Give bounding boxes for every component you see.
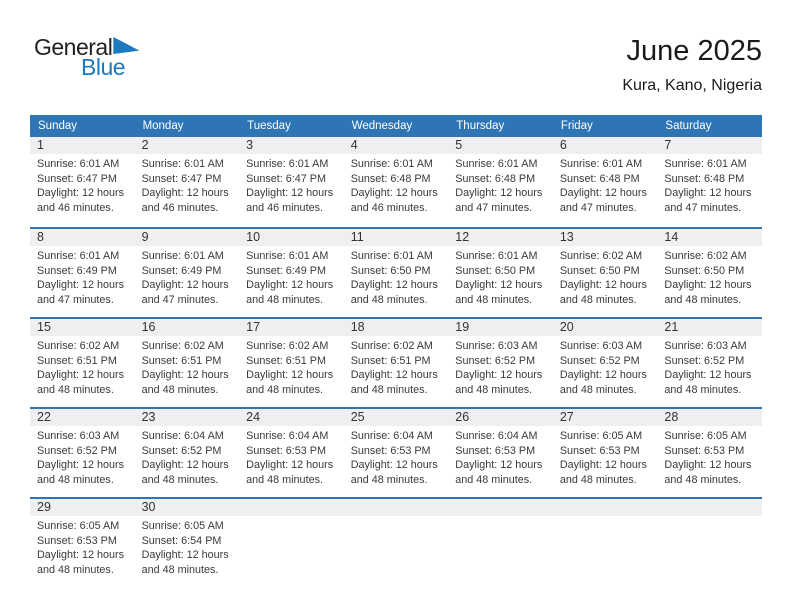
day-sun-info (344, 154, 449, 215)
sun-info-line: Sunset: 6:47 PM (246, 172, 326, 185)
day-sun-info (239, 336, 344, 397)
day-cell-11 (344, 229, 449, 317)
sun-info-line: and 47 minutes. (664, 201, 742, 214)
sun-info-line: Sunrise: 6:01 AM (350, 158, 433, 170)
day-number: 25 (344, 409, 449, 426)
weekday-wednesday: Wednesday (351, 120, 413, 132)
day-number: 17 (239, 319, 344, 336)
sun-info-line: and 48 minutes. (246, 383, 323, 396)
day-number: 27 (553, 409, 658, 426)
day-cell-16 (135, 319, 240, 407)
sun-info-line: Sunset: 6:48 PM (455, 172, 536, 185)
sun-info-line: Daylight: 12 hours (559, 279, 647, 292)
sun-info-line: Daylight: 12 hours (37, 549, 125, 562)
sun-info-line: Sunset: 6:53 PM (559, 444, 640, 457)
sun-info-line: Daylight: 12 hours (141, 187, 229, 200)
day-number: 30 (135, 499, 240, 516)
week-row-1 (30, 137, 762, 227)
day-number (239, 499, 344, 516)
day-number: 19 (448, 319, 553, 336)
week-row-3 (30, 317, 762, 407)
sun-info-line: and 48 minutes. (246, 473, 323, 486)
sun-info-line: Sunrise: 6:01 AM (664, 158, 747, 170)
day-sun-info (553, 336, 658, 397)
day-number (344, 499, 449, 516)
day-cell-4 (344, 137, 449, 227)
day-cell-empty (553, 499, 658, 587)
logo-text-general: General (34, 34, 113, 60)
sun-info-line: Daylight: 12 hours (350, 459, 438, 472)
sun-info-line: Sunrise: 6:04 AM (246, 430, 329, 442)
sun-info-line: and 48 minutes. (664, 473, 742, 486)
sun-info-line: Sunset: 6:51 PM (37, 354, 117, 367)
day-number: 23 (135, 409, 240, 426)
day-cell-17 (239, 319, 344, 407)
day-sun-info (30, 426, 135, 487)
sun-info-line: Daylight: 12 hours (455, 279, 543, 292)
day-sun-info (344, 246, 449, 307)
day-sun-info (30, 246, 135, 307)
sun-info-line: Sunrise: 6:05 AM (141, 520, 224, 532)
month-title: June 2025 (626, 35, 762, 67)
day-number: 28 (657, 409, 762, 426)
title-block (622, 36, 762, 95)
weekday-saturday: Saturday (665, 120, 712, 132)
logo-triangle-icon (113, 37, 139, 54)
week-row-4 (30, 407, 762, 497)
sun-info-line: Daylight: 12 hours (455, 459, 543, 472)
weekday-sunday: Sunday (38, 120, 78, 132)
day-number: 18 (344, 319, 449, 336)
sun-info-line: Sunrise: 6:05 AM (664, 430, 747, 442)
day-sun-info (448, 426, 553, 487)
sun-info-line: and 46 minutes. (350, 201, 428, 214)
sun-info-line: and 47 minutes. (455, 201, 533, 214)
day-number: 3 (239, 137, 344, 154)
sun-info-line: and 48 minutes. (559, 293, 637, 306)
day-cell-29 (30, 499, 135, 587)
day-cell-27 (553, 409, 658, 497)
day-number: 16 (135, 319, 240, 336)
sun-info-line: Sunset: 6:51 PM (246, 354, 326, 367)
sun-info-line: Sunrise: 6:01 AM (141, 158, 224, 170)
sun-info-line: Sunrise: 6:03 AM (559, 340, 643, 352)
day-cell-empty (448, 499, 553, 587)
sun-info-line: Sunset: 6:51 PM (141, 354, 222, 367)
page-header (30, 0, 762, 102)
sun-info-line: Sunrise: 6:01 AM (141, 250, 224, 262)
sun-info-line: Sunset: 6:52 PM (37, 444, 117, 457)
sun-info-line: Sunset: 6:52 PM (141, 444, 222, 457)
day-sun-info (30, 336, 135, 397)
sun-info-line: Daylight: 12 hours (664, 279, 752, 292)
sun-info-line: Sunrise: 6:01 AM (455, 158, 538, 170)
sun-info-line: Sunrise: 6:01 AM (246, 158, 329, 170)
sun-info-line: Daylight: 12 hours (37, 369, 125, 382)
sun-info-line: Daylight: 12 hours (559, 187, 647, 200)
weekday-tuesday: Tuesday (247, 120, 291, 132)
sun-info-line: Sunset: 6:47 PM (37, 172, 117, 185)
day-sun-info (135, 246, 240, 307)
calendar-table (30, 115, 762, 587)
sun-info-line: Sunset: 6:52 PM (455, 354, 536, 367)
sun-info-line: Daylight: 12 hours (37, 459, 125, 472)
day-number: 5 (448, 137, 553, 154)
sun-info-line: Sunrise: 6:01 AM (350, 250, 433, 262)
sun-info-line: Sunrise: 6:03 AM (455, 340, 538, 352)
sun-info-line: and 48 minutes. (141, 563, 219, 576)
day-cell-3 (239, 137, 344, 227)
day-cell-23 (135, 409, 240, 497)
sun-info-line: Sunrise: 6:01 AM (559, 158, 643, 170)
sun-info-line: Daylight: 12 hours (350, 279, 438, 292)
day-number: 7 (657, 137, 762, 154)
day-cell-18 (344, 319, 449, 407)
sun-info-line: Sunrise: 6:01 AM (37, 250, 120, 262)
sun-info-line: Sunset: 6:48 PM (559, 172, 640, 185)
weekday-header-row (30, 115, 762, 137)
day-number: 11 (344, 229, 449, 246)
day-number: 2 (135, 137, 240, 154)
sun-info-line: Daylight: 12 hours (455, 369, 543, 382)
sun-info-line: and 48 minutes. (664, 293, 742, 306)
sun-info-line: Sunrise: 6:02 AM (37, 340, 120, 352)
day-cell-24 (239, 409, 344, 497)
sun-info-line: Daylight: 12 hours (37, 279, 125, 292)
day-sun-info (657, 426, 762, 487)
day-number: 21 (657, 319, 762, 336)
calendar-body (30, 137, 762, 587)
sun-info-line: and 46 minutes. (246, 201, 323, 214)
sun-info-line: Sunset: 6:53 PM (350, 444, 431, 457)
day-cell-empty (239, 499, 344, 587)
sun-info-line: and 48 minutes. (350, 473, 428, 486)
sun-info-line: Sunset: 6:50 PM (350, 264, 431, 277)
sun-info-line: Daylight: 12 hours (246, 369, 334, 382)
day-sun-info (448, 154, 553, 215)
sun-info-line: Daylight: 12 hours (246, 187, 334, 200)
sun-info-line: Sunset: 6:52 PM (559, 354, 640, 367)
day-number: 26 (448, 409, 553, 426)
sun-info-line: Sunset: 6:50 PM (664, 264, 745, 277)
sun-info-line: Daylight: 12 hours (350, 187, 438, 200)
day-cell-1 (30, 137, 135, 227)
sun-info-line: and 48 minutes. (141, 383, 219, 396)
sun-info-line: Sunset: 6:50 PM (455, 264, 536, 277)
day-cell-14 (657, 229, 762, 317)
sun-info-line: Sunrise: 6:04 AM (141, 430, 224, 442)
weekday-thursday: Thursday (456, 120, 505, 132)
sun-info-line: Daylight: 12 hours (141, 549, 229, 562)
sun-info-line: Sunrise: 6:02 AM (559, 250, 643, 262)
sun-info-line: Daylight: 12 hours (559, 459, 647, 472)
day-number (553, 499, 658, 516)
logo-text-blue: Blue (81, 54, 126, 80)
sun-info-line: Sunrise: 6:04 AM (455, 430, 538, 442)
day-cell-9 (135, 229, 240, 317)
day-number: 9 (135, 229, 240, 246)
day-number: 1 (30, 137, 135, 154)
sun-info-line: and 47 minutes. (141, 293, 219, 306)
sun-info-line: and 48 minutes. (37, 563, 114, 576)
sun-info-line: Sunrise: 6:04 AM (350, 430, 433, 442)
day-sun-info (448, 336, 553, 397)
sun-info-line: Daylight: 12 hours (37, 187, 125, 200)
day-cell-25 (344, 409, 449, 497)
day-cell-6 (553, 137, 658, 227)
day-sun-info (553, 246, 658, 307)
sun-info-line: Sunrise: 6:01 AM (37, 158, 120, 170)
sun-info-line: and 48 minutes. (350, 293, 428, 306)
sun-info-line: and 47 minutes. (559, 201, 637, 214)
sun-info-line: Sunrise: 6:02 AM (141, 340, 224, 352)
sun-info-line: Sunset: 6:51 PM (350, 354, 431, 367)
sun-info-line: Sunset: 6:50 PM (559, 264, 640, 277)
day-number: 15 (30, 319, 135, 336)
sun-info-line: Daylight: 12 hours (141, 459, 229, 472)
day-sun-info (30, 154, 135, 215)
sun-info-line: Sunrise: 6:01 AM (455, 250, 538, 262)
day-sun-info (657, 336, 762, 397)
sun-info-line: Sunrise: 6:02 AM (246, 340, 329, 352)
day-number (657, 499, 762, 516)
sun-info-line: Sunset: 6:53 PM (455, 444, 536, 457)
day-sun-info (448, 246, 553, 307)
sun-info-line: and 48 minutes. (37, 383, 114, 396)
sun-info-line: Sunrise: 6:05 AM (37, 520, 120, 532)
day-cell-12 (448, 229, 553, 317)
day-number: 29 (30, 499, 135, 516)
day-number: 20 (553, 319, 658, 336)
sun-info-line: Daylight: 12 hours (141, 279, 229, 292)
day-number: 12 (448, 229, 553, 246)
sun-info-line: Daylight: 12 hours (664, 187, 752, 200)
day-number: 4 (344, 137, 449, 154)
week-row-5 (30, 497, 762, 587)
general-blue-logo (30, 36, 139, 79)
sun-info-line: Daylight: 12 hours (141, 369, 229, 382)
day-cell-2 (135, 137, 240, 227)
sun-info-line: and 48 minutes. (559, 383, 637, 396)
day-sun-info (553, 426, 658, 487)
day-cell-22 (30, 409, 135, 497)
sun-info-line: Sunrise: 6:05 AM (559, 430, 643, 442)
sun-info-line: and 46 minutes. (37, 201, 114, 214)
day-number: 6 (553, 137, 658, 154)
sun-info-line: Daylight: 12 hours (455, 187, 543, 200)
sun-info-line: Sunrise: 6:03 AM (37, 430, 120, 442)
sun-info-line: Daylight: 12 hours (246, 459, 334, 472)
sun-info-line: Daylight: 12 hours (664, 369, 752, 382)
day-sun-info (553, 154, 658, 215)
sun-info-line: Daylight: 12 hours (559, 369, 647, 382)
day-sun-info (344, 336, 449, 397)
sun-info-line: Sunset: 6:53 PM (246, 444, 326, 457)
day-sun-info (135, 154, 240, 215)
day-cell-26 (448, 409, 553, 497)
sun-info-line: Sunset: 6:48 PM (350, 172, 431, 185)
sun-info-line: Daylight: 12 hours (664, 459, 752, 472)
sun-info-line: Daylight: 12 hours (350, 369, 438, 382)
sun-info-line: and 48 minutes. (455, 293, 533, 306)
sun-info-line: and 48 minutes. (37, 473, 114, 486)
day-sun-info (657, 154, 762, 215)
day-cell-8 (30, 229, 135, 317)
week-row-2 (30, 227, 762, 317)
sun-info-line: and 48 minutes. (664, 383, 742, 396)
day-number: 14 (657, 229, 762, 246)
sun-info-line: Sunrise: 6:01 AM (246, 250, 329, 262)
day-cell-30 (135, 499, 240, 587)
day-cell-28 (657, 409, 762, 497)
sun-info-line: and 48 minutes. (141, 473, 219, 486)
day-cell-7 (657, 137, 762, 227)
day-cell-20 (553, 319, 658, 407)
sun-info-line: and 48 minutes. (455, 473, 533, 486)
weekday-monday: Monday (142, 120, 184, 132)
sun-info-line: Sunset: 6:49 PM (141, 264, 222, 277)
day-sun-info (239, 246, 344, 307)
day-sun-info (135, 336, 240, 397)
sun-info-line: Daylight: 12 hours (246, 279, 334, 292)
day-cell-empty (344, 499, 449, 587)
sun-info-line: and 48 minutes. (350, 383, 428, 396)
day-number: 13 (553, 229, 658, 246)
day-cell-15 (30, 319, 135, 407)
sun-info-line: Sunset: 6:47 PM (141, 172, 222, 185)
sun-info-line: and 48 minutes. (559, 473, 637, 486)
day-sun-info (657, 246, 762, 307)
weekday-friday: Friday (560, 120, 593, 132)
sun-info-line: Sunset: 6:54 PM (141, 534, 222, 547)
day-number: 10 (239, 229, 344, 246)
day-cell-5 (448, 137, 553, 227)
day-cell-empty (657, 499, 762, 587)
day-number: 8 (30, 229, 135, 246)
day-cell-10 (239, 229, 344, 317)
day-sun-info (344, 426, 449, 487)
day-sun-info (239, 426, 344, 487)
day-sun-info (135, 516, 240, 577)
day-cell-19 (448, 319, 553, 407)
day-number (448, 499, 553, 516)
sun-info-line: and 47 minutes. (37, 293, 114, 306)
sun-info-line: Sunrise: 6:02 AM (664, 250, 747, 262)
day-number: 22 (30, 409, 135, 426)
sun-info-line: and 48 minutes. (246, 293, 323, 306)
sun-info-line: Sunset: 6:52 PM (664, 354, 745, 367)
sun-info-line: and 48 minutes. (455, 383, 533, 396)
sun-info-line: Sunset: 6:53 PM (37, 534, 117, 547)
day-cell-21 (657, 319, 762, 407)
sun-info-line: Sunset: 6:48 PM (664, 172, 745, 185)
sun-info-line: Sunrise: 6:02 AM (350, 340, 433, 352)
day-cell-13 (553, 229, 658, 317)
day-sun-info (30, 516, 135, 577)
sun-info-line: Sunrise: 6:03 AM (664, 340, 747, 352)
location-subtitle: Kura, Kano, Nigeria (622, 76, 762, 94)
sun-info-line: Sunset: 6:53 PM (664, 444, 745, 457)
sun-info-line: Sunset: 6:49 PM (37, 264, 117, 277)
day-sun-info (239, 154, 344, 215)
day-number: 24 (239, 409, 344, 426)
day-sun-info (135, 426, 240, 487)
sun-info-line: Sunset: 6:49 PM (246, 264, 326, 277)
sun-info-line: and 46 minutes. (141, 201, 219, 214)
